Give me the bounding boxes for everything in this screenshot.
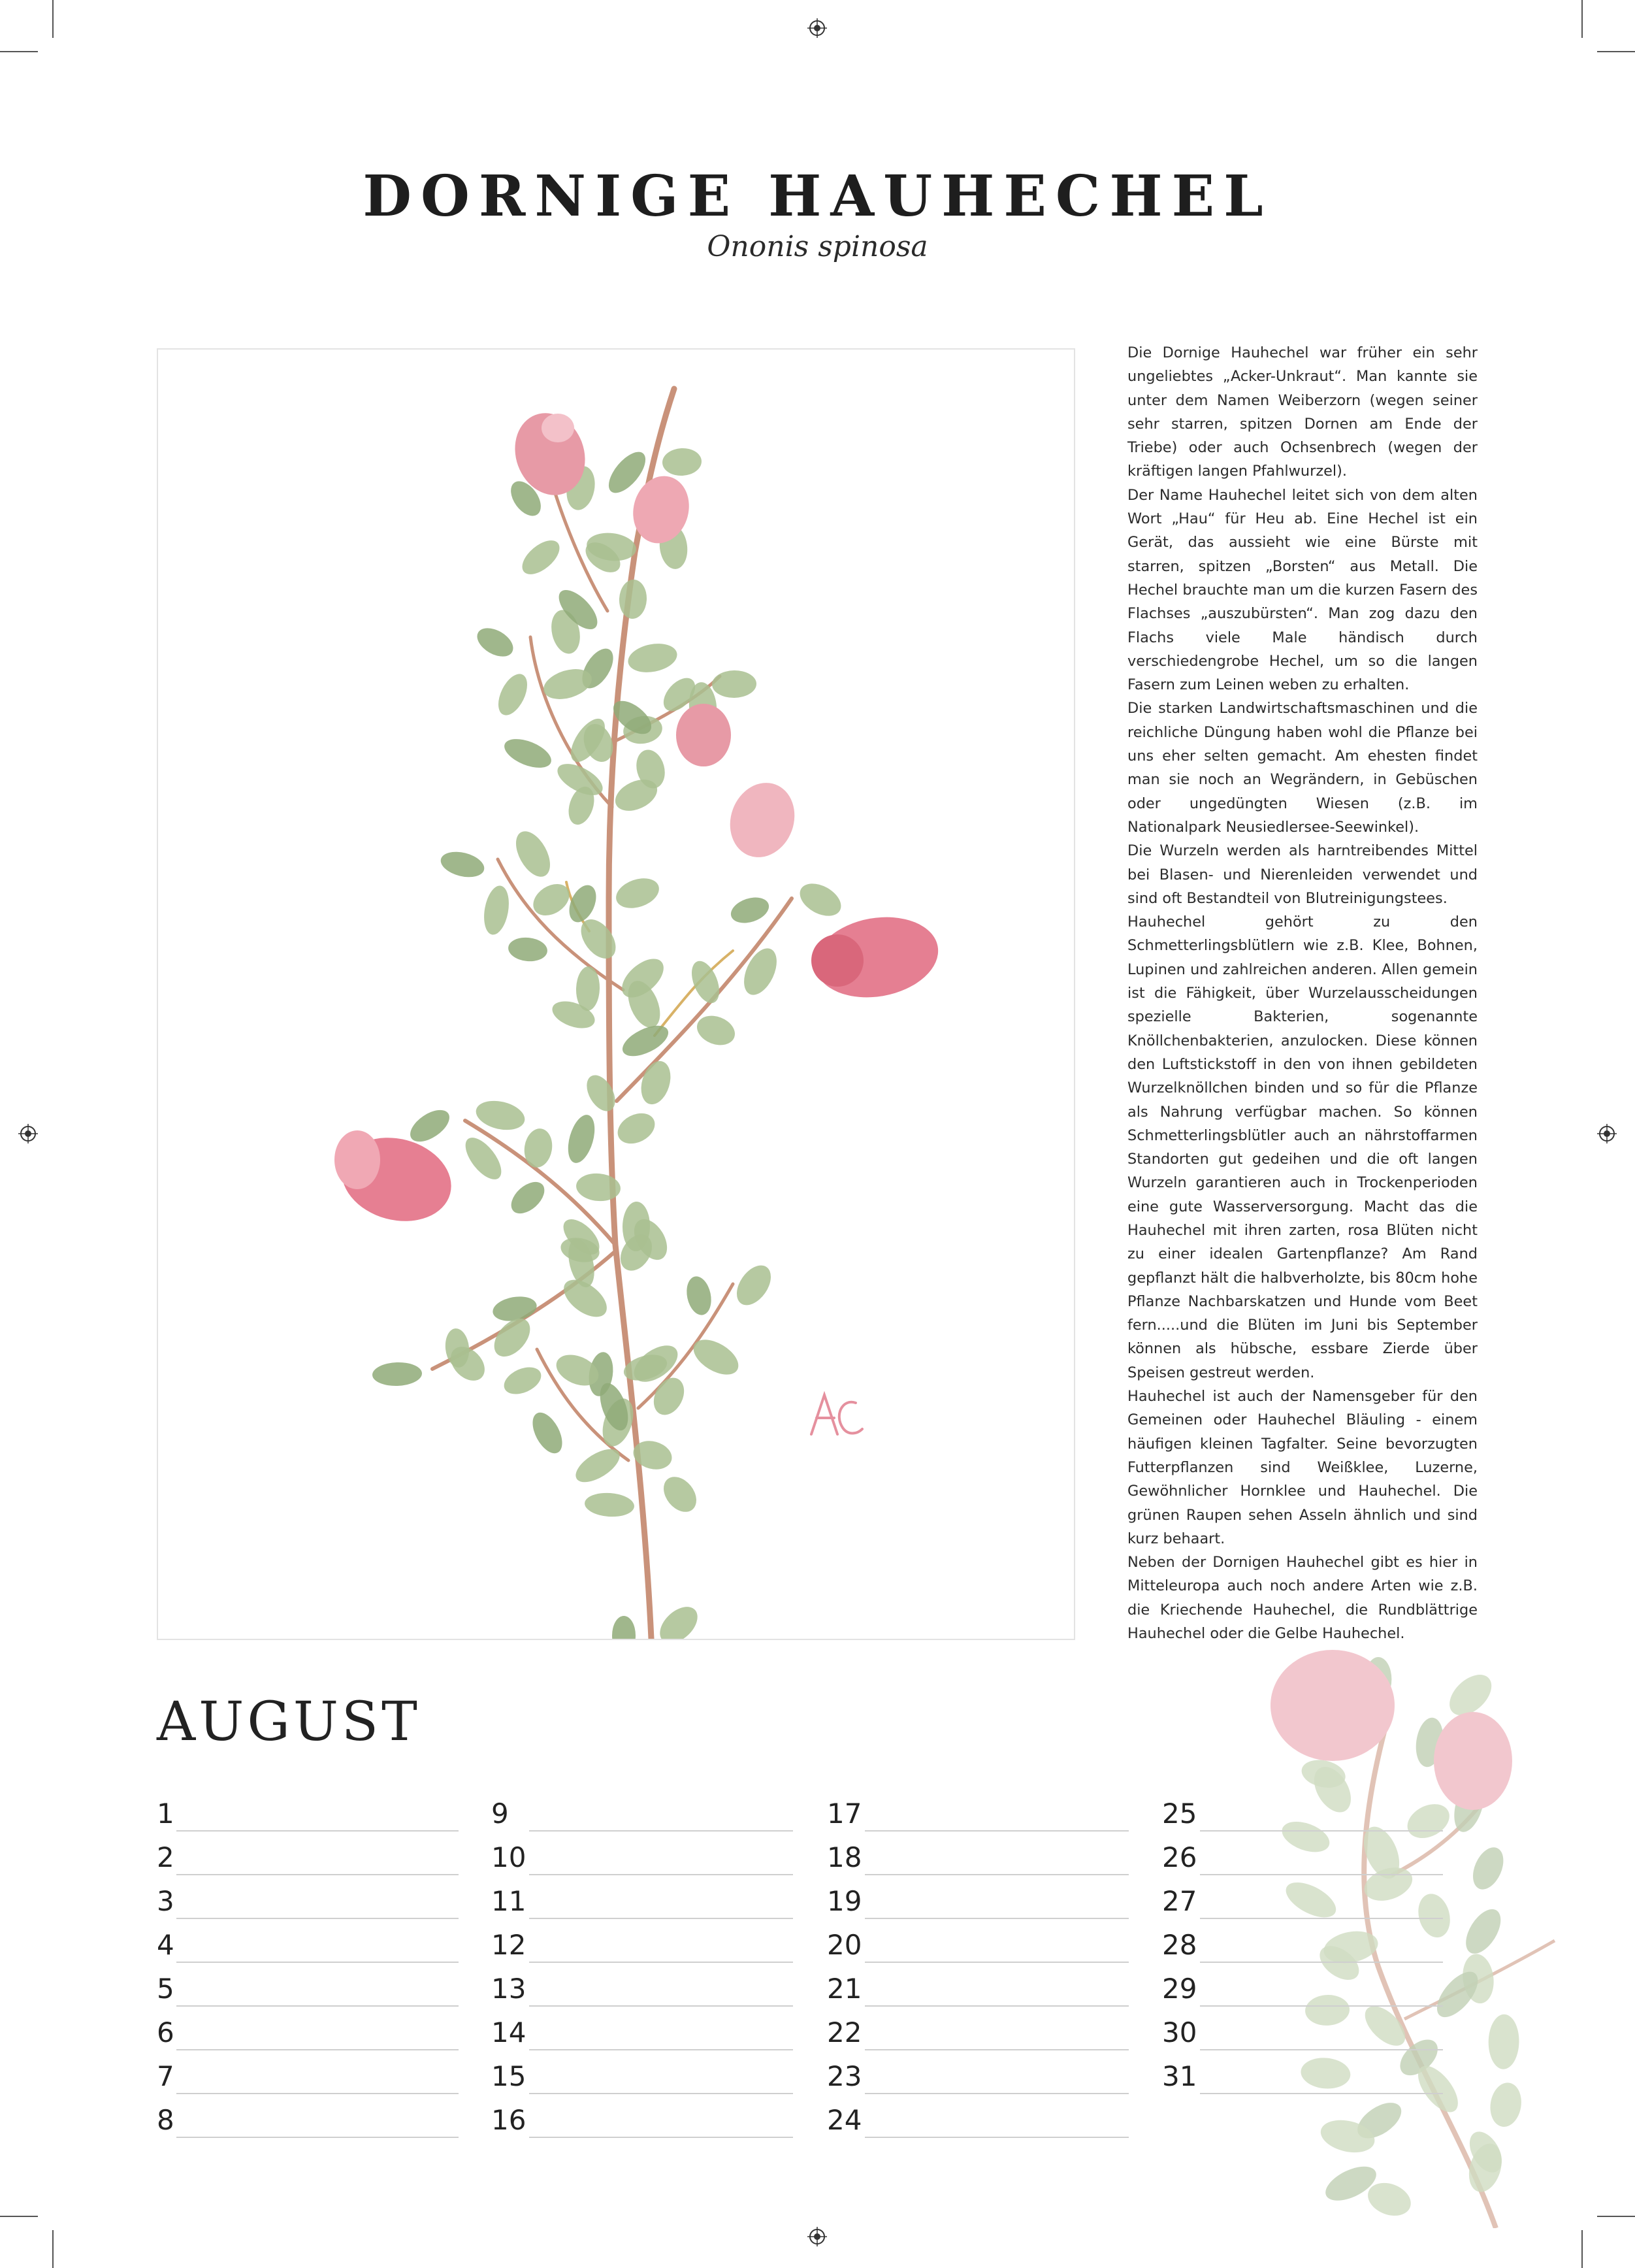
calendar-day-row[interactable] bbox=[1162, 2011, 1476, 2054]
day-number: 10 bbox=[491, 1841, 526, 1873]
day-number: 25 bbox=[1162, 1798, 1197, 1830]
artist-monogram bbox=[811, 1395, 862, 1434]
calendar-day-row[interactable] bbox=[1162, 1923, 1476, 1967]
leaf bbox=[516, 534, 565, 580]
calendar-day-row[interactable] bbox=[157, 2098, 470, 2142]
day-number: 1 bbox=[157, 1798, 174, 1830]
entry-line bbox=[529, 1830, 793, 1832]
entry-line bbox=[176, 1830, 459, 1832]
crop-mark-top-right-h bbox=[1597, 51, 1635, 52]
paragraph: Der Name Hauhechel leitet sich von dem alten Wort „Hau“ für Heu ab. Eine Hechel ist ein Gerät, das aussieht wie eine Bürste mit starren, spitzen „Borsten“ aus Metall. Die Hechel brauchte man um die kurzen Fasern des Flachses „auszubürsten“. Man zog dazu den Flachs viele Male händisch durch verschiedengrobe Hechel, um so die langen Fasern zum Leinen weben zu erhalten. bbox=[1127, 486, 1478, 694]
calendar-day-row[interactable] bbox=[491, 2098, 805, 2142]
crop-mark-top-right-v bbox=[1581, 0, 1583, 38]
leaf bbox=[526, 1408, 568, 1458]
entry-line bbox=[865, 1918, 1129, 1919]
flower bbox=[811, 934, 864, 987]
day-number: 11 bbox=[491, 1885, 526, 1917]
entry-line bbox=[865, 2005, 1129, 2007]
calendar-day-row[interactable] bbox=[491, 1923, 805, 1967]
leaf bbox=[626, 640, 680, 676]
entry-line bbox=[176, 1962, 459, 1963]
day-number: 16 bbox=[491, 2104, 526, 2136]
day-number: 13 bbox=[491, 1973, 526, 2005]
calendar-day-row[interactable] bbox=[491, 2054, 805, 2098]
day-number: 29 bbox=[1162, 1973, 1197, 2005]
leaf bbox=[1463, 2139, 1507, 2195]
day-number: 17 bbox=[827, 1798, 862, 1830]
paragraph: Die Wurzeln werden als harntreibendes Mittel bei Blasen- und Nierenleiden verwendet und sind oft Bestandteil von Blutreinigungstees. bbox=[1127, 842, 1478, 907]
calendar-day-row[interactable] bbox=[827, 2011, 1141, 2054]
description-text bbox=[1127, 341, 1478, 1645]
day-number: 9 bbox=[491, 1798, 509, 1830]
entry-line bbox=[865, 1962, 1129, 1963]
flowers bbox=[332, 403, 945, 1233]
day-number: 3 bbox=[157, 1885, 174, 1917]
botanical-illustration bbox=[157, 348, 1075, 1640]
leaf bbox=[1487, 2080, 1525, 2129]
entry-line bbox=[529, 1874, 793, 1875]
leaf bbox=[459, 1132, 508, 1185]
calendar-day-row[interactable] bbox=[157, 2054, 470, 2098]
flower bbox=[334, 1130, 380, 1189]
entry-line bbox=[529, 1918, 793, 1919]
leaf bbox=[618, 579, 647, 619]
calendar-column bbox=[827, 1792, 1141, 2142]
month-heading: AUGUST bbox=[157, 1691, 421, 1753]
entry-line bbox=[529, 2093, 793, 2094]
day-number: 31 bbox=[1162, 2060, 1197, 2092]
entry-line bbox=[865, 2093, 1129, 2094]
calendar-day-row[interactable] bbox=[1162, 1835, 1476, 1879]
flower bbox=[542, 414, 574, 442]
day-number: 20 bbox=[827, 1929, 862, 1961]
crop-mark-top-left-v bbox=[52, 0, 54, 38]
calendar-day-row[interactable] bbox=[827, 1967, 1141, 2011]
calendar-day-row[interactable] bbox=[827, 1792, 1141, 1835]
day-number: 24 bbox=[827, 2104, 862, 2136]
paragraph: Hauhechel gehört zu den Schmetterlingsblütlern wie z.B. Klee, Bohnen, Lupinen und zahlreichen anderen. Allen gemein ist die Fähigkeit, über Wurzelausscheidungen spezielle Bakterien, sogenannte Knöllchenbakterien, anzulocken. Diese können den Luftstickstoff in den von ihnen gebildeten Wurzelknöllchen binden und so für die Pflanze als Nahrung verfügbar machen. So können Schmetterlingsblütler auch an nährstoffarmen Standorten gut gedeihen und die oft langen Wurzeln garantieren auch in Trockenperioden eine gute Wasserversorgung. Macht das die Hauhechel mit ihren zarten, rosa Blüten nicht zu einer idealen Gartenpflanze? Am Rand gepflanzt hält die halbverholzte, bis 80cm hohe Pflanze Nachbarskatzen und Hunde vom Beet fern.....und die Blüten im Juni bis September können als hübsche, essbare Zierde über Speisen gestreut werden. bbox=[1127, 913, 1478, 1381]
day-number: 5 bbox=[157, 1973, 174, 2005]
leaf bbox=[1488, 2014, 1519, 2069]
leaf bbox=[683, 1274, 715, 1317]
crop-mark-top-left-h bbox=[0, 51, 38, 52]
leaf bbox=[506, 1176, 551, 1220]
calendar-day-row[interactable] bbox=[827, 1879, 1141, 1923]
leaf bbox=[662, 447, 702, 476]
registration-mark-icon bbox=[807, 2227, 827, 2246]
crop-mark-bottom-left-v bbox=[52, 2230, 54, 2268]
entry-line bbox=[865, 1874, 1129, 1875]
calendar-day-row[interactable] bbox=[157, 1835, 470, 1879]
entry-line bbox=[865, 2049, 1129, 2050]
entry-line bbox=[529, 2049, 793, 2050]
calendar-day-row[interactable] bbox=[157, 1923, 470, 1967]
leaf bbox=[472, 622, 518, 662]
day-number: 8 bbox=[157, 2104, 174, 2136]
day-number: 4 bbox=[157, 1929, 174, 1961]
leaf bbox=[612, 1616, 636, 1639]
calendar-day-row[interactable] bbox=[157, 2011, 470, 2054]
day-number: 21 bbox=[827, 1973, 862, 2005]
entry-line bbox=[1200, 1918, 1443, 1919]
leaf bbox=[570, 1443, 625, 1489]
calendar-day-row[interactable] bbox=[827, 2098, 1141, 2142]
leaf bbox=[481, 883, 513, 936]
leaf bbox=[613, 1108, 660, 1150]
paragraph: Hauhechel ist auch der Namensgeber für den Gemeinen oder Hauhechel Bläuling - einem häufigen kleinen Tagfalter. Seine bevorzugten Futterpflanzen sind Weißklee, Luzerne, Gewöhnlicher Hornklee und Hauhechel. Die grünen Raupen sehen Asseln ähnlich und sind kurz behaart. bbox=[1127, 1388, 1478, 1547]
calendar-column bbox=[157, 1792, 470, 2142]
calendar-day-row[interactable] bbox=[1162, 2054, 1476, 2098]
flower bbox=[676, 704, 731, 766]
day-number: 18 bbox=[827, 1841, 862, 1873]
latin-name: Ononis spinosa bbox=[707, 230, 928, 263]
leaf bbox=[712, 670, 757, 698]
entry-line bbox=[1200, 2005, 1443, 2007]
calendar-day-row[interactable] bbox=[157, 1879, 470, 1923]
leaf bbox=[657, 1470, 703, 1518]
calendar-day-row[interactable] bbox=[827, 2054, 1141, 2098]
entry-line bbox=[1200, 1874, 1443, 1875]
calendar-day-row[interactable] bbox=[491, 1967, 805, 2011]
calendar-day-row[interactable] bbox=[491, 1792, 805, 1835]
leaf bbox=[584, 1491, 635, 1518]
entry-line bbox=[176, 1918, 459, 1919]
leaf bbox=[636, 1057, 675, 1108]
leaf bbox=[372, 1362, 422, 1387]
calendar-day-row[interactable] bbox=[491, 2011, 805, 2054]
day-number: 2 bbox=[157, 1841, 174, 1873]
leaf bbox=[507, 936, 548, 963]
page-title: DORNIGE HAUHECHEL bbox=[363, 163, 1272, 229]
calendar-day-row[interactable] bbox=[827, 1923, 1141, 1967]
registration-mark-icon bbox=[18, 1124, 38, 1143]
entry-line bbox=[176, 2093, 459, 2094]
entry-line bbox=[176, 2049, 459, 2050]
entry-line bbox=[529, 1962, 793, 1963]
leaf bbox=[612, 873, 663, 913]
leaf bbox=[500, 1362, 545, 1399]
calendar-day-row[interactable] bbox=[1162, 1879, 1476, 1923]
plant-drawing bbox=[158, 350, 1074, 1639]
leaf bbox=[728, 893, 772, 928]
leaf bbox=[730, 1259, 777, 1311]
calendar-day-row[interactable] bbox=[827, 1835, 1141, 1879]
day-number: 23 bbox=[827, 2060, 862, 2092]
flower bbox=[720, 774, 805, 866]
calendar-column bbox=[491, 1792, 805, 2142]
registration-mark-icon bbox=[807, 18, 827, 38]
entry-line bbox=[1200, 1962, 1443, 1963]
paragraph: Die starken Landwirtschaftsmaschinen und die reichliche Düngung haben wohl die Pflanze bei uns eher selten gemacht. Am ehesten findet man sie noch an Wegrändern, in Gebüschen oder ungedüngten Wiesen (z.B. im Nationalpark Neusiedlersee-Seewinkel). bbox=[1127, 700, 1478, 836]
leaf bbox=[405, 1104, 455, 1148]
calendar-day-row[interactable] bbox=[1162, 1792, 1476, 1835]
calendar-day-row[interactable] bbox=[157, 1967, 470, 2011]
entry-line bbox=[176, 1874, 459, 1875]
day-number: 19 bbox=[827, 1885, 862, 1917]
calendar-day-row[interactable] bbox=[157, 1792, 470, 1835]
day-number: 6 bbox=[157, 2016, 174, 2048]
leaf bbox=[493, 670, 533, 720]
day-number: 7 bbox=[157, 2060, 174, 2092]
crop-mark-bottom-right-v bbox=[1581, 2230, 1583, 2268]
entry-line bbox=[1200, 2049, 1443, 2050]
entry-line bbox=[529, 2137, 793, 2138]
calendar-day-row[interactable] bbox=[491, 1879, 805, 1923]
calendar-day-row[interactable] bbox=[491, 1835, 805, 1879]
leaf bbox=[581, 1070, 621, 1116]
leaf bbox=[653, 1600, 704, 1639]
crop-mark-bottom-right-h bbox=[1597, 2216, 1635, 2217]
leaf bbox=[500, 733, 555, 774]
day-number: 30 bbox=[1162, 2016, 1197, 2048]
registration-mark-icon bbox=[1597, 1124, 1617, 1143]
paragraph: Neben der Dornigen Hauhechel gibt es hier in Mitteleuropa auch noch andere Arten wie z.B. die Kriechende Hauhechel, die Rundblättrige Hauhechel oder die Gelbe Hauhechel. bbox=[1127, 1554, 1478, 1643]
day-number: 15 bbox=[491, 2060, 526, 2092]
leaf bbox=[438, 847, 487, 881]
entry-line bbox=[865, 1830, 1129, 1832]
day-number: 27 bbox=[1162, 1885, 1197, 1917]
calendar-column bbox=[1162, 1792, 1476, 2098]
leaf bbox=[687, 957, 725, 1008]
day-number: 28 bbox=[1162, 1929, 1197, 1961]
calendar-day-row[interactable] bbox=[1162, 1967, 1476, 2011]
paragraph: Die Dornige Hauhechel war früher ein sehr ungeliebtes „Acker-Unkraut“. Man kannte sie unter dem Namen Weiberzorn (wegen seiner sehr starren, spitzen Dornen am Ende der Triebe) oder auch Ochsenbrech (wegen der kräftigen langen Pfahlwurzel). bbox=[1127, 344, 1478, 480]
entry-line bbox=[1200, 1830, 1443, 1832]
leaf bbox=[564, 881, 601, 926]
day-number: 12 bbox=[491, 1929, 526, 1961]
crop-mark-bottom-left-h bbox=[0, 2216, 38, 2217]
entry-line bbox=[1200, 2093, 1443, 2094]
entry-line bbox=[865, 2137, 1129, 2138]
day-number: 22 bbox=[827, 2016, 862, 2048]
entry-line bbox=[529, 2005, 793, 2007]
leaf bbox=[737, 944, 783, 1000]
day-number: 26 bbox=[1162, 1841, 1197, 1873]
entry-line bbox=[176, 2137, 459, 2138]
day-number: 14 bbox=[491, 2016, 526, 2048]
entry-line bbox=[176, 2005, 459, 2007]
leaf bbox=[509, 826, 557, 883]
leaf bbox=[563, 1112, 600, 1166]
leaf bbox=[794, 877, 847, 923]
